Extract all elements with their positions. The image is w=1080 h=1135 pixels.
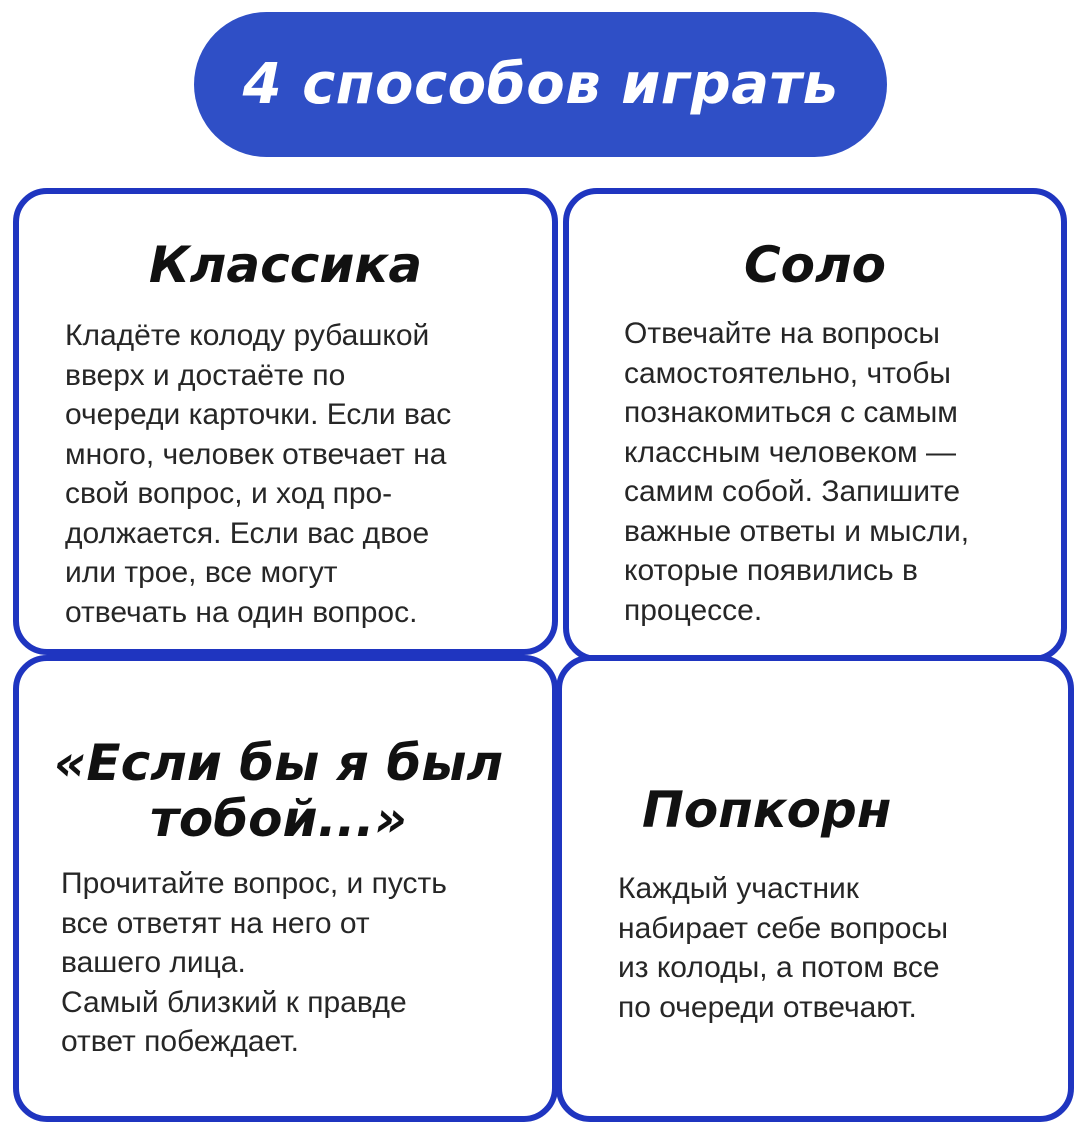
card-description: Кладёте колоду рубашкой вверх и достаёте по очереди карточки. Если вас много, человек отвечает на свой вопрос, и ход про- должается. Если вас двое или трое, все могут отвечать на один вопрос. [65, 319, 452, 629]
card-title: Соло [743, 236, 887, 294]
card-solo [563, 188, 1067, 662]
card-if-i-were-you [13, 655, 558, 1122]
card-title: «Если бы я был тобой...» [53, 734, 504, 848]
page-title: 4 способов играть [242, 52, 839, 117]
card-description: Отвечайте на вопросы самостоятельно, чтобы познакомиться с самым классным человеком — самим собой. Запишите важные ответы и мысли, которые появились в процессе. [624, 317, 970, 627]
card-title: Классика [148, 236, 423, 294]
card-description: Каждый участник набирает себе вопросы из колоды, а потом все по очереди отвечают. [618, 872, 948, 1024]
card-title: Попкорн [642, 781, 892, 839]
card-popcorn [556, 655, 1074, 1122]
header-banner [194, 12, 887, 157]
card-description: Прочитайте вопрос, и пусть все ответят на него от вашего лица. Самый близкий к правде ответ побеждает. [61, 867, 447, 1058]
card-classic [13, 188, 558, 655]
